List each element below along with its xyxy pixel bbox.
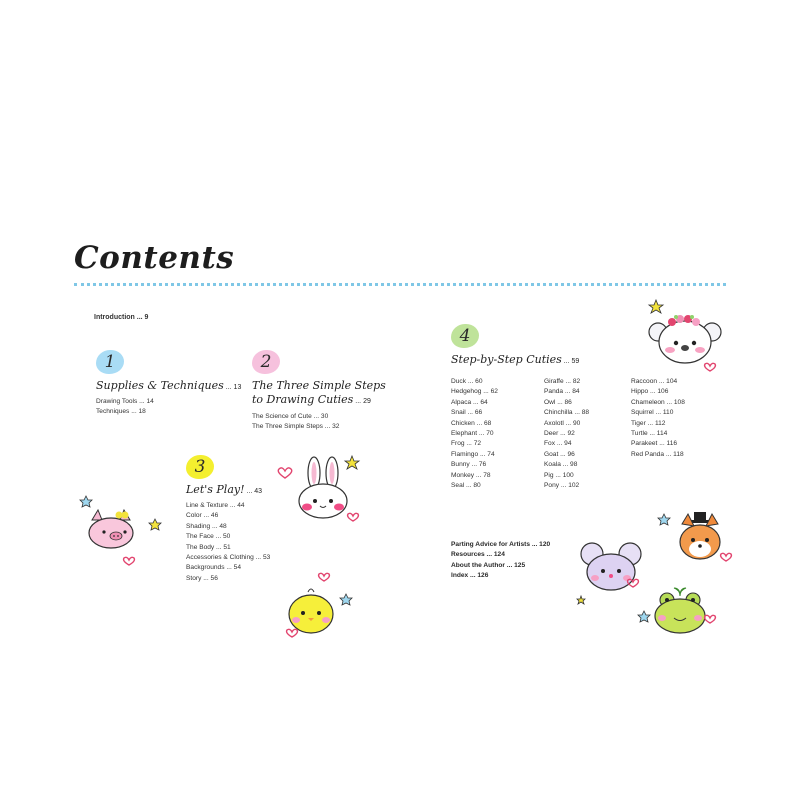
list-item: Koala ... 98: [544, 461, 578, 469]
section-1-title: Supplies & Techniques ... 13: [96, 379, 242, 392]
list-item: Snail ... 66: [451, 409, 483, 417]
list-item: Giraffe ... 82: [544, 378, 581, 385]
section-1-number: 1: [104, 352, 116, 372]
list-item: Squirrel ... 110: [631, 409, 674, 417]
list-item: Chicken ... 68: [451, 419, 492, 427]
list-item: Duck ... 60: [451, 378, 483, 385]
heart-icon: [124, 363, 732, 637]
list-item: Color ... 46: [186, 512, 219, 520]
list-item: Panda ... 84: [544, 388, 580, 396]
list-item: About the Author ... 125: [451, 561, 526, 569]
list-item: Elephant ... 70: [451, 429, 494, 437]
list-item: Monkey ... 78: [451, 471, 491, 479]
list-item: Drawing Tools ... 14: [96, 398, 154, 405]
list-item: The Three Simple Steps ... 32: [252, 423, 340, 431]
list-item: Pony ... 102: [544, 481, 580, 489]
list-item: Alpaca ... 64: [451, 398, 488, 406]
section-2-number: 2: [260, 352, 272, 372]
list-item: Raccoon ... 104: [631, 378, 678, 385]
list-item: The Face ... 50: [186, 533, 231, 541]
section-2-title: The Three Simple Steps to Drawing Cuties ... 29: [252, 379, 386, 406]
section-4-number: 4: [459, 326, 471, 346]
page-title: Contents: [74, 240, 235, 276]
list-item: Axolotl ... 90: [544, 419, 581, 427]
list-item: Chameleon ... 108: [631, 398, 685, 406]
list-item: Parakeet ... 116: [631, 440, 678, 448]
list-item: Turtle ... 114: [631, 429, 668, 437]
list-item: Index ... 126: [451, 572, 489, 580]
list-item: Red Panda ... 118: [631, 450, 684, 458]
list-item: Story ... 56: [186, 574, 218, 582]
list-item: Resources ... 124: [451, 551, 505, 559]
list-item: Pig ... 100: [544, 471, 574, 479]
list-item: Chinchilla ... 88: [544, 409, 590, 417]
list-item: Line & Texture ... 44: [186, 502, 245, 509]
list-item: Tiger ... 112: [631, 419, 666, 427]
star-icon: [149, 300, 663, 604]
introduction-entry: Introduction ... 9: [94, 314, 149, 321]
list-item: Deer ... 92: [544, 429, 575, 437]
list-item: The Body ... 51: [186, 543, 231, 551]
list-item: Shading ... 48: [186, 522, 227, 530]
list-item: Bunny ... 76: [451, 461, 487, 469]
list-item: Hedgehog ... 62: [451, 388, 498, 396]
list-item: Flamingo ... 74: [451, 450, 495, 458]
list-item: Fox ... 94: [544, 440, 572, 448]
list-item: Accessories & Clothing ... 53: [186, 553, 271, 561]
section-3-number: 3: [194, 457, 206, 477]
list-item: Techniques ... 18: [96, 408, 146, 416]
list-item: Backgrounds ... 54: [186, 564, 241, 572]
list-item: Parting Advice for Artists ... 120: [451, 541, 551, 548]
list-item: Owl ... 86: [544, 398, 572, 406]
section-3-title: Let's Play! ... 43: [186, 483, 263, 496]
section-4-title: Step-by-Step Cuties ... 59: [451, 353, 580, 366]
list-item: Hippo ... 106: [631, 388, 669, 396]
star-icon: [80, 496, 670, 622]
list-item: Goat ... 96: [544, 450, 575, 458]
list-item: Frog ... 72: [451, 440, 482, 448]
list-item: Seal ... 80: [451, 481, 481, 489]
list-item: The Science of Cute ... 30: [252, 413, 329, 420]
